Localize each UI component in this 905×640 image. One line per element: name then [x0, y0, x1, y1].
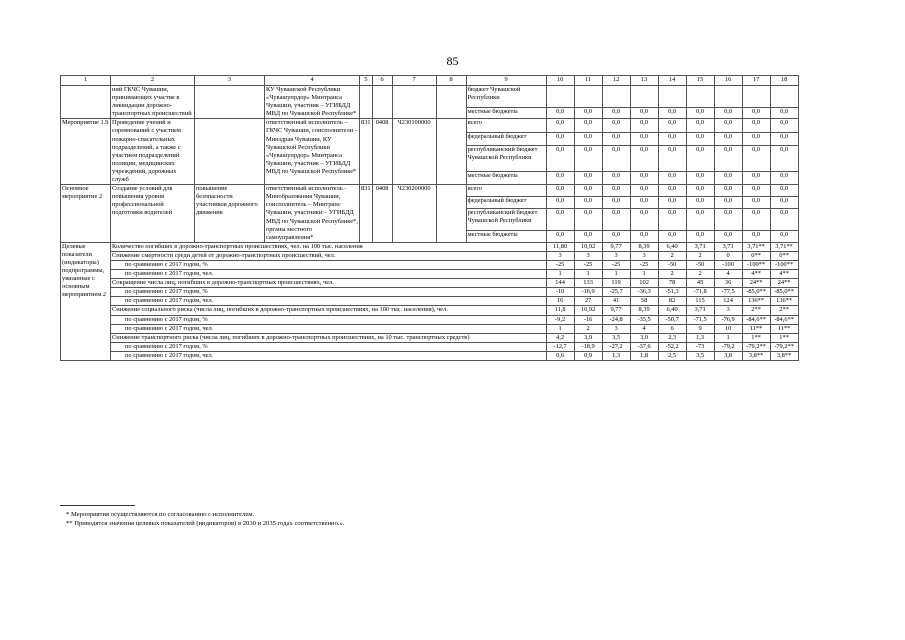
- header-cell-12: 12: [602, 76, 630, 86]
- indicator-value: 36: [714, 279, 742, 288]
- activity-name: Создание условий для повышения уровня профессиональной подготовки водителей: [111, 185, 195, 243]
- indicator-value: -85,0**: [770, 288, 798, 297]
- indicator-value: 1: [630, 270, 658, 279]
- funding-value: [602, 86, 630, 108]
- funding-value: 0,0: [574, 107, 602, 119]
- indicator-name: по сравнению с 2017 годом, чел.: [111, 270, 547, 279]
- funding-value: 0,0: [742, 132, 770, 145]
- funding-source: республиканский бюджет Чувашской Республики: [466, 208, 546, 230]
- indicator-name: по сравнению с 2017 годом, %: [111, 315, 547, 324]
- funding-source: местные бюджеты: [466, 107, 546, 119]
- funding-value: 0,0: [658, 107, 686, 119]
- indicator-value: -25: [546, 260, 574, 269]
- funding-value: 0,0: [574, 208, 602, 230]
- funding-value: 0,0: [630, 119, 658, 132]
- indicator-value: 10,92: [574, 306, 602, 315]
- indicator-value: 1,3: [602, 351, 630, 360]
- indicator-value: 1,8: [630, 351, 658, 360]
- indicator-value: 0**: [770, 251, 798, 260]
- header-cell-6: 6: [372, 76, 392, 86]
- indicator-value: 58: [630, 297, 658, 306]
- funding-value: 0,0: [630, 171, 658, 184]
- funding-value: 0,0: [686, 171, 714, 184]
- header-cell-15: 15: [686, 76, 714, 86]
- funding-value: 0,0: [686, 132, 714, 145]
- indicator-value: 3,9: [574, 333, 602, 342]
- header-cell-8: 8: [436, 76, 466, 86]
- funding-value: 0,0: [770, 230, 798, 242]
- indicator-value: 0**: [742, 251, 770, 260]
- indicator-value: -37,6: [630, 342, 658, 351]
- indicator-value: 144: [546, 279, 574, 288]
- funding-value: 0,0: [714, 196, 742, 208]
- funding-value: 0,0: [574, 171, 602, 184]
- indicator-row: [61, 306, 799, 315]
- funding-value: 0,0: [686, 146, 714, 171]
- indicator-value: 2: [686, 251, 714, 260]
- indicator-value: -25: [602, 260, 630, 269]
- header-row: [61, 76, 799, 86]
- indicator-value: -25,7: [602, 288, 630, 297]
- funding-value: 0,0: [602, 119, 630, 132]
- funding-value: 0,0: [630, 196, 658, 208]
- header-cell-13: 13: [630, 76, 658, 86]
- indicator-value: 10: [714, 324, 742, 333]
- funding-value: 0,0: [714, 132, 742, 145]
- header-cell-14: 14: [658, 76, 686, 86]
- indicator-value: -76,9: [714, 315, 742, 324]
- funding-value: 0,0: [602, 185, 630, 197]
- budget-code-type: [436, 185, 466, 243]
- funding-value: 0,0: [770, 107, 798, 119]
- indicator-value: 3,5: [686, 351, 714, 360]
- funding-value: 0,0: [742, 171, 770, 184]
- funding-value: 0,0: [630, 230, 658, 242]
- indicator-value: 1**: [770, 333, 798, 342]
- funding-value: 0,0: [770, 146, 798, 171]
- indicator-name: Снижение транспортного риска (числа лиц, погибших в дорожно-транспортных происшествиях, на 10 тыс. транспортных средств): [111, 333, 547, 342]
- indicator-value: 3: [602, 251, 630, 260]
- indicator-value: 82: [658, 297, 686, 306]
- indicator-value: 133: [574, 279, 602, 288]
- indicator-value: 2**: [742, 306, 770, 315]
- funding-row: [61, 185, 799, 197]
- indicator-value: 3: [574, 251, 602, 260]
- funding-value: 0,0: [658, 146, 686, 171]
- header-cell-10: 10: [546, 76, 574, 86]
- indicator-value: 3: [630, 251, 658, 260]
- indicator-value: 11**: [770, 324, 798, 333]
- indicator-value: 1,3: [686, 333, 714, 342]
- indicator-value: 78: [658, 279, 686, 288]
- indicator-value: -71,5: [686, 315, 714, 324]
- funding-value: 0,0: [742, 119, 770, 132]
- indicator-value: -85,0**: [742, 288, 770, 297]
- indicator-value: 136**: [742, 297, 770, 306]
- funding-value: 0,0: [658, 132, 686, 145]
- header-cell-3: 3: [195, 76, 265, 86]
- activity-number: Мероприятие 1.9: [61, 119, 111, 185]
- indicator-value: 4**: [770, 270, 798, 279]
- indicator-name: по сравнению с 2017 годом, чел.: [111, 297, 547, 306]
- funding-value: 0,0: [574, 119, 602, 132]
- funding-value: 0,0: [546, 185, 574, 197]
- funding-row: [61, 86, 799, 108]
- indicator-value: 2: [658, 251, 686, 260]
- header-cell-2: 2: [111, 76, 195, 86]
- budget-code-type: [436, 119, 466, 185]
- indicator-value: 3: [602, 324, 630, 333]
- funding-value: 0,0: [574, 146, 602, 171]
- indicator-value: 1: [546, 324, 574, 333]
- funding-value: 0,0: [574, 185, 602, 197]
- indicator-value: -84,6**: [770, 315, 798, 324]
- indicator-name: по сравнению с 2017 годом, %: [111, 342, 547, 351]
- funding-value: 0,0: [602, 171, 630, 184]
- indicator-value: -50: [686, 260, 714, 269]
- indicator-value: 11,80: [546, 242, 574, 251]
- indicator-name: Снижение смертности среди детей от дорожно-транспортных происшествий, чел.: [111, 251, 547, 260]
- funding-value: 0,0: [714, 146, 742, 171]
- funding-source: всего: [466, 119, 546, 132]
- indicator-value: -51,3: [658, 288, 686, 297]
- activity-number: [61, 86, 111, 119]
- header-cell-7: 7: [392, 76, 436, 86]
- indicator-value: 3,5: [602, 333, 630, 342]
- indicator-value: 3,71: [686, 306, 714, 315]
- budget-code-target: Ч230200000: [392, 185, 436, 243]
- indicator-value: 9,77: [602, 242, 630, 251]
- indicator-value: 0,6: [546, 351, 574, 360]
- activity-executor: КУ Чувашской Республики «Чувашупрдор» Минтранса Чувашии, участник – УГИБДД МВД по Чувашской Республике*: [265, 86, 360, 119]
- indicator-value: -79,2: [714, 342, 742, 351]
- indicator-value: 3,71: [686, 242, 714, 251]
- funding-value: 0,0: [658, 196, 686, 208]
- indicator-value: 2**: [770, 306, 798, 315]
- indicator-value: 1: [574, 270, 602, 279]
- indicator-row: [61, 297, 799, 306]
- budget-code-grbs: [360, 86, 373, 119]
- funding-value: 0,0: [658, 230, 686, 242]
- indicator-value: 11,8: [546, 306, 574, 315]
- indicator-value: -100: [714, 260, 742, 269]
- funding-value: 0,0: [770, 132, 798, 145]
- indicator-row: [61, 279, 799, 288]
- indicator-value: -79,2**: [770, 342, 798, 351]
- funding-value: 0,0: [574, 230, 602, 242]
- indicator-value: 3,8**: [770, 351, 798, 360]
- indicator-value: -50,7: [658, 315, 686, 324]
- indicator-value: 119: [602, 279, 630, 288]
- indicator-value: -73: [686, 342, 714, 351]
- funding-value: [546, 86, 574, 108]
- header-cell-11: 11: [574, 76, 602, 86]
- indicator-value: 2: [686, 270, 714, 279]
- indicator-row: [61, 242, 799, 251]
- indicator-value: 1: [714, 333, 742, 342]
- indicator-value: 3,0: [630, 333, 658, 342]
- header-cell-16: 16: [714, 76, 742, 86]
- funding-value: 0,0: [630, 185, 658, 197]
- funding-value: 0,0: [714, 185, 742, 197]
- indicator-value: 3,71**: [770, 242, 798, 251]
- header-cell-4: 4: [265, 76, 360, 86]
- indicator-value: 3,8: [714, 351, 742, 360]
- funding-source: всего: [466, 185, 546, 197]
- indicator-value: -18,9: [574, 342, 602, 351]
- funding-value: 0,0: [574, 196, 602, 208]
- indicator-value: 1**: [742, 333, 770, 342]
- funding-value: 0,0: [546, 208, 574, 230]
- funding-value: 0,0: [658, 185, 686, 197]
- footnote-2: ** Приводятся значения целевых показателей (индикаторов) в 2030 и 2035 годах соответственно.».: [66, 520, 345, 527]
- funding-source: местные бюджеты: [466, 230, 546, 242]
- indicator-value: -25: [630, 260, 658, 269]
- funding-value: 0,0: [770, 119, 798, 132]
- funding-value: [714, 86, 742, 108]
- indicator-value: 4,2: [546, 333, 574, 342]
- funding-value: 0,0: [714, 230, 742, 242]
- indicator-value: 10,92: [574, 242, 602, 251]
- funding-value: 0,0: [574, 132, 602, 145]
- funding-value: 0,0: [770, 208, 798, 230]
- funding-value: 0,0: [546, 132, 574, 145]
- indicator-value: -24,8: [602, 315, 630, 324]
- header-cell-5: 5: [360, 76, 373, 86]
- header-cell-9: 9: [466, 76, 546, 86]
- indicator-name: Количество погибших в дорожно-транспортных происшествиях, чел. на 100 тыс. населения: [111, 242, 547, 251]
- funding-source: федеральный бюджет: [466, 196, 546, 208]
- funding-value: 0,0: [658, 119, 686, 132]
- indicator-value: -100**: [742, 260, 770, 269]
- indicator-value: -100**: [770, 260, 798, 269]
- indicator-row: [61, 288, 799, 297]
- funding-value: [658, 86, 686, 108]
- funding-value: 0,0: [602, 146, 630, 171]
- indicator-value: 3,71**: [742, 242, 770, 251]
- indicator-value: 6,40: [658, 242, 686, 251]
- funding-value: 0,0: [686, 196, 714, 208]
- funding-source: местные бюджеты: [466, 171, 546, 184]
- funding-source: бюджет Чувашской Республики: [466, 86, 546, 108]
- funding-value: 0,0: [742, 208, 770, 230]
- indicator-value: 0: [714, 251, 742, 260]
- indicator-name: по сравнению с 2017 годом, чел.: [111, 351, 547, 360]
- indicator-value: 2: [574, 324, 602, 333]
- funding-value: 0,0: [602, 230, 630, 242]
- indicator-value: 3: [714, 306, 742, 315]
- indicator-value: -52,2: [658, 342, 686, 351]
- funding-row: [61, 119, 799, 132]
- indicator-value: -77,5: [714, 288, 742, 297]
- indicator-row: [61, 333, 799, 342]
- activity-goal: [195, 119, 265, 185]
- indicator-name: по сравнению с 2017 годом, %: [111, 288, 547, 297]
- funding-value: 0,0: [686, 208, 714, 230]
- indicator-name: по сравнению с 2017 годом, %: [111, 260, 547, 269]
- indicator-value: 1: [602, 270, 630, 279]
- funding-value: 0,0: [686, 107, 714, 119]
- indicator-name: по сравнению с 2017 годом, чел.: [111, 324, 547, 333]
- indicator-value: 9: [686, 324, 714, 333]
- funding-value: 0,0: [686, 230, 714, 242]
- funding-value: 0,0: [686, 119, 714, 132]
- header-cell-18: 18: [770, 76, 798, 86]
- indicator-value: 136**: [770, 297, 798, 306]
- page-number: 85: [446, 54, 459, 68]
- funding-value: 0,0: [546, 230, 574, 242]
- funding-value: 0,0: [546, 107, 574, 119]
- funding-value: [742, 86, 770, 108]
- funding-value: 0,0: [714, 208, 742, 230]
- indicator-value: 27: [574, 297, 602, 306]
- indicator-value: -16: [574, 315, 602, 324]
- budget-table: [60, 75, 799, 361]
- funding-value: 0,0: [714, 107, 742, 119]
- indicator-value: 102: [630, 279, 658, 288]
- indicator-value: 0,9: [574, 351, 602, 360]
- funding-value: 0,0: [630, 107, 658, 119]
- indicator-value: 16: [546, 297, 574, 306]
- activity-name: Проведение учений и соревнований с участием пожарно-спасательных подразделений, а также с участием подразделений полиции, медицинских учреждений, дорожных служб: [111, 119, 195, 185]
- indicator-name: Снижение социального риска (числа лиц, погибших в дорожно-транспортных происшествиях, на 100 тыс. населения), чел.: [111, 306, 547, 315]
- budget-code-target: [392, 86, 436, 119]
- funding-value: 0,0: [602, 132, 630, 145]
- indicator-value: 8,39: [630, 306, 658, 315]
- funding-value: 0,0: [602, 107, 630, 119]
- indicator-value: 6,40: [658, 306, 686, 315]
- indicator-value: 2: [658, 270, 686, 279]
- indicator-row: [61, 270, 799, 279]
- header-cell-1: 1: [61, 76, 111, 86]
- indicator-value: 2,3: [658, 333, 686, 342]
- activity-goal: повышение безопасности участников дорожного движения: [195, 185, 265, 243]
- funding-value: 0,0: [742, 196, 770, 208]
- funding-source: республиканский бюджет Чувашской Республики: [466, 146, 546, 171]
- funding-value: 0,0: [658, 208, 686, 230]
- funding-source: федеральный бюджет: [466, 132, 546, 145]
- budget-code-section: 0408: [372, 185, 392, 243]
- indicator-value: -10: [546, 288, 574, 297]
- indicators-label: Целевые показатели (индикаторы) подпрограммы, увязанные с основным мероприятием 2: [61, 242, 111, 360]
- activity-executor: ответственный исполнитель – ГКЧС Чувашии, соисполнители – Минздрав Чувашии, КУ Чувашской Республики «Чувашупрдор» Минтранса Чувашии, участник – УГИБДД МВД по Чувашской Республике*: [265, 119, 360, 185]
- funding-value: 0,0: [546, 196, 574, 208]
- indicator-value: 115: [686, 297, 714, 306]
- funding-value: 0,0: [686, 185, 714, 197]
- funding-value: 0,0: [546, 171, 574, 184]
- funding-value: 0,0: [742, 230, 770, 242]
- indicator-name: Сокращение числа лиц, погибших в дорожно-транспортных происшествиях, чел.: [111, 279, 547, 288]
- funding-value: 0,0: [630, 146, 658, 171]
- indicator-value: 3: [546, 251, 574, 260]
- indicator-value: 1: [546, 270, 574, 279]
- indicator-value: -84,6**: [742, 315, 770, 324]
- activity-name: ний ГКЧС Чувашии, принимающих участие в ликвидации дорожно-транспортных происшествий: [111, 86, 195, 119]
- funding-value: 0,0: [602, 196, 630, 208]
- indicator-row: [61, 324, 799, 333]
- indicator-value: -16,9: [574, 288, 602, 297]
- activity-goal: [195, 86, 265, 119]
- indicator-value: -79,2**: [742, 342, 770, 351]
- indicator-value: -36,3: [630, 288, 658, 297]
- budget-code-target: Ч230100000: [392, 119, 436, 185]
- budget-code-section: 0408: [372, 119, 392, 185]
- indicator-value: 24**: [742, 279, 770, 288]
- funding-value: 0,0: [658, 171, 686, 184]
- footnote-1: * Мероприятия осуществляются по согласованию с исполнителем.: [66, 511, 255, 518]
- funding-value: 0,0: [742, 107, 770, 119]
- indicator-value: 8,39: [630, 242, 658, 251]
- funding-value: 0,0: [546, 146, 574, 171]
- funding-value: 0,0: [770, 171, 798, 184]
- funding-value: 0,0: [546, 119, 574, 132]
- budget-code-type: [436, 86, 466, 119]
- footnotes: [60, 505, 344, 528]
- indicator-value: 4: [630, 324, 658, 333]
- indicator-value: -35,5: [630, 315, 658, 324]
- indicator-row: [61, 351, 799, 360]
- indicator-row: [61, 315, 799, 324]
- activity-number: Основное мероприятие 2: [61, 185, 111, 243]
- indicator-value: 9,77: [602, 306, 630, 315]
- indicator-value: 4: [714, 270, 742, 279]
- indicator-value: 11**: [742, 324, 770, 333]
- indicator-value: -71,8: [686, 288, 714, 297]
- funding-value: 0,0: [770, 185, 798, 197]
- header-cell-17: 17: [742, 76, 770, 86]
- indicator-value: 41: [602, 297, 630, 306]
- indicator-value: 3,8**: [742, 351, 770, 360]
- indicator-value: 6: [658, 324, 686, 333]
- activity-executor: ответственный исполнитель - Минобразования Чувашии, соисполнитель – Минтранс Чувашии, участники – УГИБДД МВД по Чувашской Республике*, органы местного самоуправления*: [266, 185, 358, 241]
- indicator-value: 24**: [770, 279, 798, 288]
- funding-value: 0,0: [602, 208, 630, 230]
- funding-value: [770, 86, 798, 108]
- funding-value: [574, 86, 602, 108]
- indicator-value: -50: [658, 260, 686, 269]
- indicator-value: 45: [686, 279, 714, 288]
- funding-value: [686, 86, 714, 108]
- indicator-value: 2,5: [658, 351, 686, 360]
- funding-value: 0,0: [714, 119, 742, 132]
- indicator-value: 3,71: [714, 242, 742, 251]
- budget-code-grbs: 831: [360, 119, 373, 185]
- indicator-value: -12,7: [546, 342, 574, 351]
- footnote-rule: [60, 505, 135, 506]
- funding-value: 0,0: [714, 171, 742, 184]
- funding-value: 0,0: [742, 146, 770, 171]
- indicator-row: [61, 260, 799, 269]
- funding-value: 0,0: [770, 196, 798, 208]
- funding-value: 0,0: [742, 185, 770, 197]
- indicator-row: [61, 251, 799, 260]
- funding-value: 0,0: [630, 132, 658, 145]
- budget-code-section: [372, 86, 392, 119]
- indicator-value: 4**: [742, 270, 770, 279]
- indicator-row: [61, 342, 799, 351]
- funding-value: [630, 86, 658, 108]
- indicator-value: -25: [574, 260, 602, 269]
- indicator-value: -27,2: [602, 342, 630, 351]
- indicator-value: -9,2: [546, 315, 574, 324]
- funding-value: 0,0: [630, 208, 658, 230]
- indicator-value: 124: [714, 297, 742, 306]
- budget-code-grbs: 831: [360, 185, 373, 243]
